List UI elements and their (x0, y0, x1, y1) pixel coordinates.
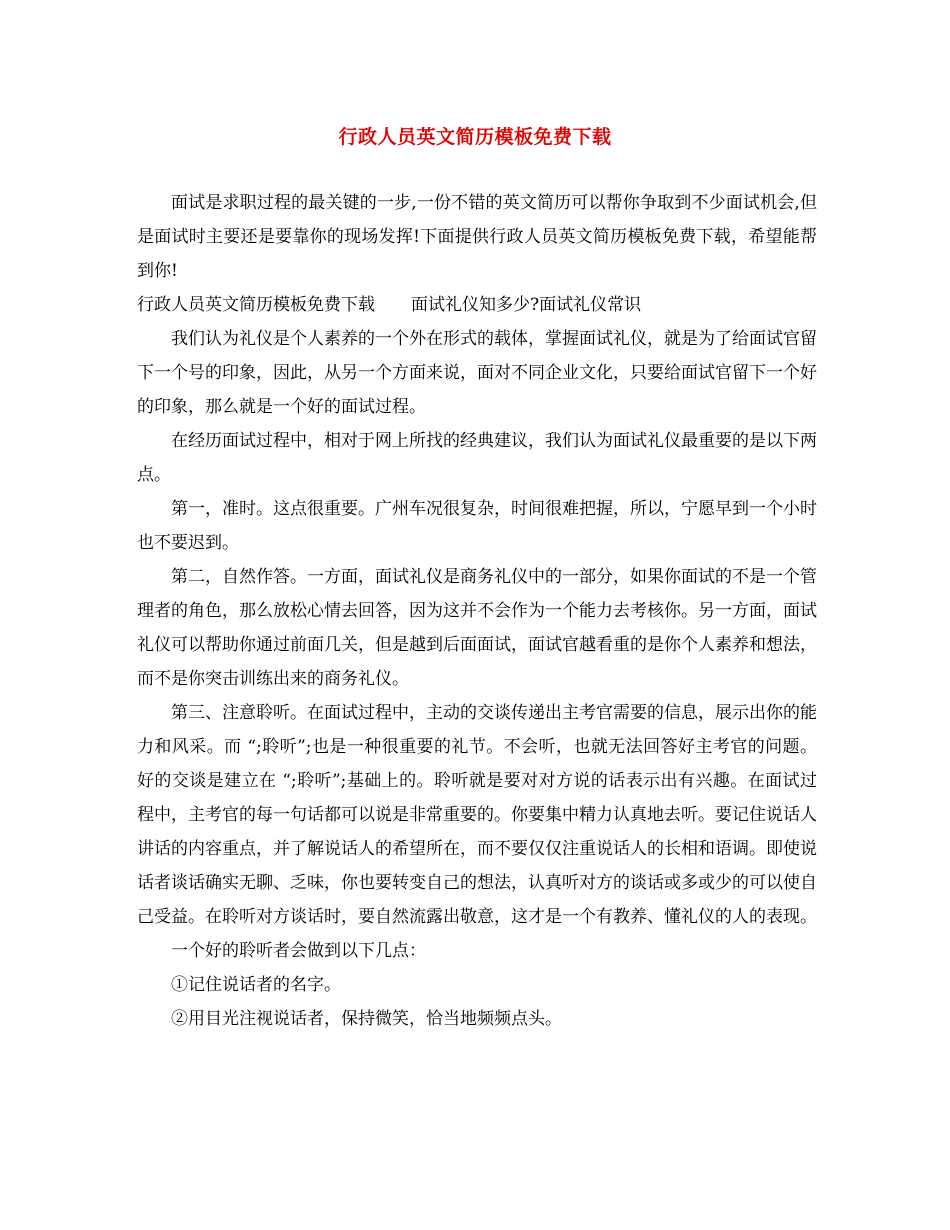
list-item: ②用目光注视说话者，保持微笑，恰当地频频点头。 (171, 1009, 562, 1029)
page-title: 行政人员英文简历模板免费下载 (338, 126, 612, 148)
paragraph-punctual: 第一，准时。这点很重要。广州车况很复杂，时间很难把握，所以，宁愿早到一个小时也不要迟到。 (137, 499, 817, 553)
list-item: ①记住说话者的名字。 (171, 975, 341, 995)
paragraph-natural-answer: 第二，自然作答。一方面，面试礼仪是商务礼仪中的一部分，如果你面试的不是一个管理者的角色，那么放松心情去回答，因为这并不会作为一个能力去考核你。另一方面，面试礼仪可以帮助你通过前面几关，但是越到后面面试，面试官越看重的是你个人素养和想法，而不是你突击训练出来的商务礼仪。 (137, 567, 817, 689)
paragraph-good-listener: 一个好的聆听者会做到以下几点： (171, 941, 426, 961)
document-body (137, 186, 817, 1036)
subheading-right: 面试礼仪知多少?面试礼仪常识 (411, 295, 642, 315)
paragraph-etiquette-carrier: 我们认为礼仪是个人素养的一个外在形式的载体，掌握面试礼仪，就是为了给面试官留下一个号的印象，因此，从另一个方面来说，面对不同企业文化，只要给面试官留下一个好的印象，那么就是一个好的面试过程。 (137, 329, 817, 417)
paragraph-listen: 第三、注意聆听。在面试过程中，主动的交谈传递出主考官需要的信息，展示出你的能力和风采。而 “;聆听”;也是一种很重要的礼节。不会听，也就无法回答好主考官的问题。好的交谈是建立在 “;聆听”;基础上的。聆听就是要对对方说的话表示出有兴趣。在面试过程中，主考官的每一句话都可以说是非常重要的。你要集中精力认真地去听。要记住说话人讲话的内容重点，并了解说话人的希望所在，而不要仅仅注重说话人的长相和语调。即使说话者谈话确实无聊、乏味，你也要转变自己的想法，认真听对方的谈话或多或少的可以使自己受益。在聆听对方谈话时，要自然流露出敬意，这才是一个有教养、懂礼仪的人的表现。 (137, 703, 817, 927)
intro-paragraph: 面试是求职过程的最关键的一步,一份不错的英文简历可以帮你争取到不少面试机会,但是面试时主要还是要靠你的现场发挥!下面提供行政人员英文简历模板免费下载，希望能帮到你! (137, 193, 817, 281)
paragraph-two-points: 在经历面试过程中，相对于网上所找的经典建议，我们认为面试礼仪最重要的是以下两点。 (137, 431, 817, 485)
subheading-left: 行政人员英文简历模板免费下载 (137, 295, 375, 315)
subheading-line (137, 288, 817, 322)
